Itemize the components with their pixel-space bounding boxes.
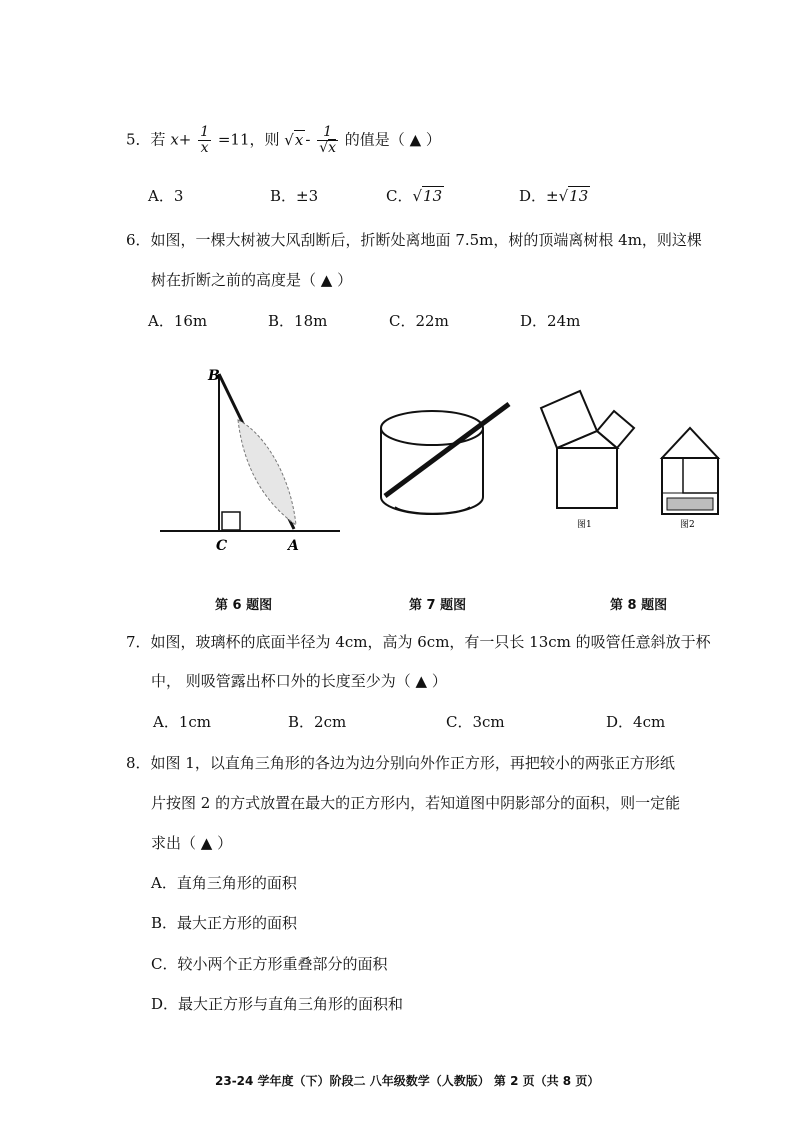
q8-option-b[interactable]: B．最大正方形的面积 xyxy=(151,914,298,932)
q6-line1: 6．如图，一棵大树被大风刮断后，折断处离地面 7.5m，树的顶端离树根 4m，则这棵 xyxy=(126,231,702,249)
q8-line3: 求出（ ▲ ） xyxy=(151,834,233,852)
q5-frac2-den: √x xyxy=(319,140,337,156)
q7-option-b[interactable]: B．2cm xyxy=(288,713,347,731)
fig8-sub-caption-2: 图2 xyxy=(680,520,695,530)
fig8-sub-caption-1: 图1 xyxy=(577,520,592,530)
q6-option-c[interactable]: C．22m xyxy=(389,312,449,330)
q7-line2: 中， 则吸管露出杯口外的长度至少为（ ▲ ） xyxy=(151,672,447,690)
q5-sqrt-x: √x xyxy=(284,130,304,149)
page-footer: 23-24 学年度（下）阶段二 八年级数学（人教版） 第 2 页（共 8 页） xyxy=(215,1074,600,1088)
q5-option-c[interactable]: C．√13 xyxy=(386,187,443,205)
fig8-figure2 xyxy=(662,428,718,530)
q5-frac-num: 1 xyxy=(200,124,210,140)
figure-6-tree xyxy=(150,360,350,560)
fig6-label-a: A xyxy=(288,538,299,554)
figure-8-squares xyxy=(525,388,725,533)
q7-option-a[interactable]: A．1cm xyxy=(153,713,212,731)
q6-option-d[interactable]: D．24m xyxy=(520,312,581,330)
q6-option-b[interactable]: B．18m xyxy=(268,312,328,330)
fig8-left-square xyxy=(541,391,597,448)
fig8-figure1 xyxy=(541,391,634,530)
q5-frac2-num: 1 xyxy=(317,125,338,141)
fig8-right-square xyxy=(597,411,634,448)
q8-option-a[interactable]: A．直角三角形的面积 xyxy=(151,874,297,892)
q8-line2: 片按图 2 的方式放置在最大的正方形内，若知道图中阴影部分的面积，则一定能 xyxy=(151,794,681,812)
fig8-shaded-region xyxy=(667,498,713,510)
q6-option-a[interactable]: A．16m xyxy=(148,312,208,330)
fig8-large-square xyxy=(557,448,617,508)
fig6-foliage-shape xyxy=(238,420,296,525)
q8-line1: 8．如图 1，以直角三角形的各边为边分别向外作正方形，再把较小的两张正方形纸 xyxy=(126,754,675,772)
q6-line2: 树在折断之前的高度是（ ▲ ） xyxy=(151,271,353,289)
caption-figure-8: 第 8 题图 xyxy=(610,598,668,613)
q5-stem xyxy=(126,125,441,156)
fig7-glass-bottom xyxy=(381,497,483,514)
caption-figure-6: 第 6 题图 xyxy=(215,598,273,613)
q5-plus: + xyxy=(178,130,192,149)
fig6-right-angle-mark xyxy=(222,512,240,530)
fig6-label-c: C xyxy=(216,538,228,554)
q5-tail: 的值是（ ▲ ） xyxy=(344,130,441,149)
q5-fraction xyxy=(198,125,211,156)
q5-option-a[interactable]: A．3 xyxy=(148,187,184,205)
q5-fraction-2 xyxy=(317,125,338,156)
q5-number: 5．若 xyxy=(126,130,166,149)
q7-option-d[interactable]: D．4cm xyxy=(606,713,666,731)
q7-option-c[interactable]: C．3cm xyxy=(446,713,505,731)
fig8-triangle-2 xyxy=(662,428,718,458)
q8-option-c[interactable]: C．较小两个正方形重叠部分的面积 xyxy=(151,955,388,973)
caption-figure-7: 第 7 题图 xyxy=(409,598,467,613)
fig8-small-square-a xyxy=(683,458,718,493)
q5-minus: - xyxy=(305,130,311,149)
q5-option-b[interactable]: B．±3 xyxy=(270,187,319,205)
fig6-label-b: B xyxy=(208,368,220,384)
figure-7-glass xyxy=(375,395,515,525)
q5-eq-text: =11，则 xyxy=(217,130,280,149)
fig7-straw xyxy=(385,404,509,496)
q5-frac-den: x xyxy=(200,140,209,156)
fig7-glass-rim xyxy=(381,411,483,445)
q5-var-x: x xyxy=(170,130,179,149)
q5-option-d[interactable]: D．±√13 xyxy=(519,187,589,205)
q8-option-d[interactable]: D．最大正方形与直角三角形的面积和 xyxy=(151,995,404,1013)
q7-line1: 7．如图，玻璃杯的底面半径为 4cm，高为 6cm，有一只长 13cm 的吸管任意斜放于杯 xyxy=(126,633,711,651)
